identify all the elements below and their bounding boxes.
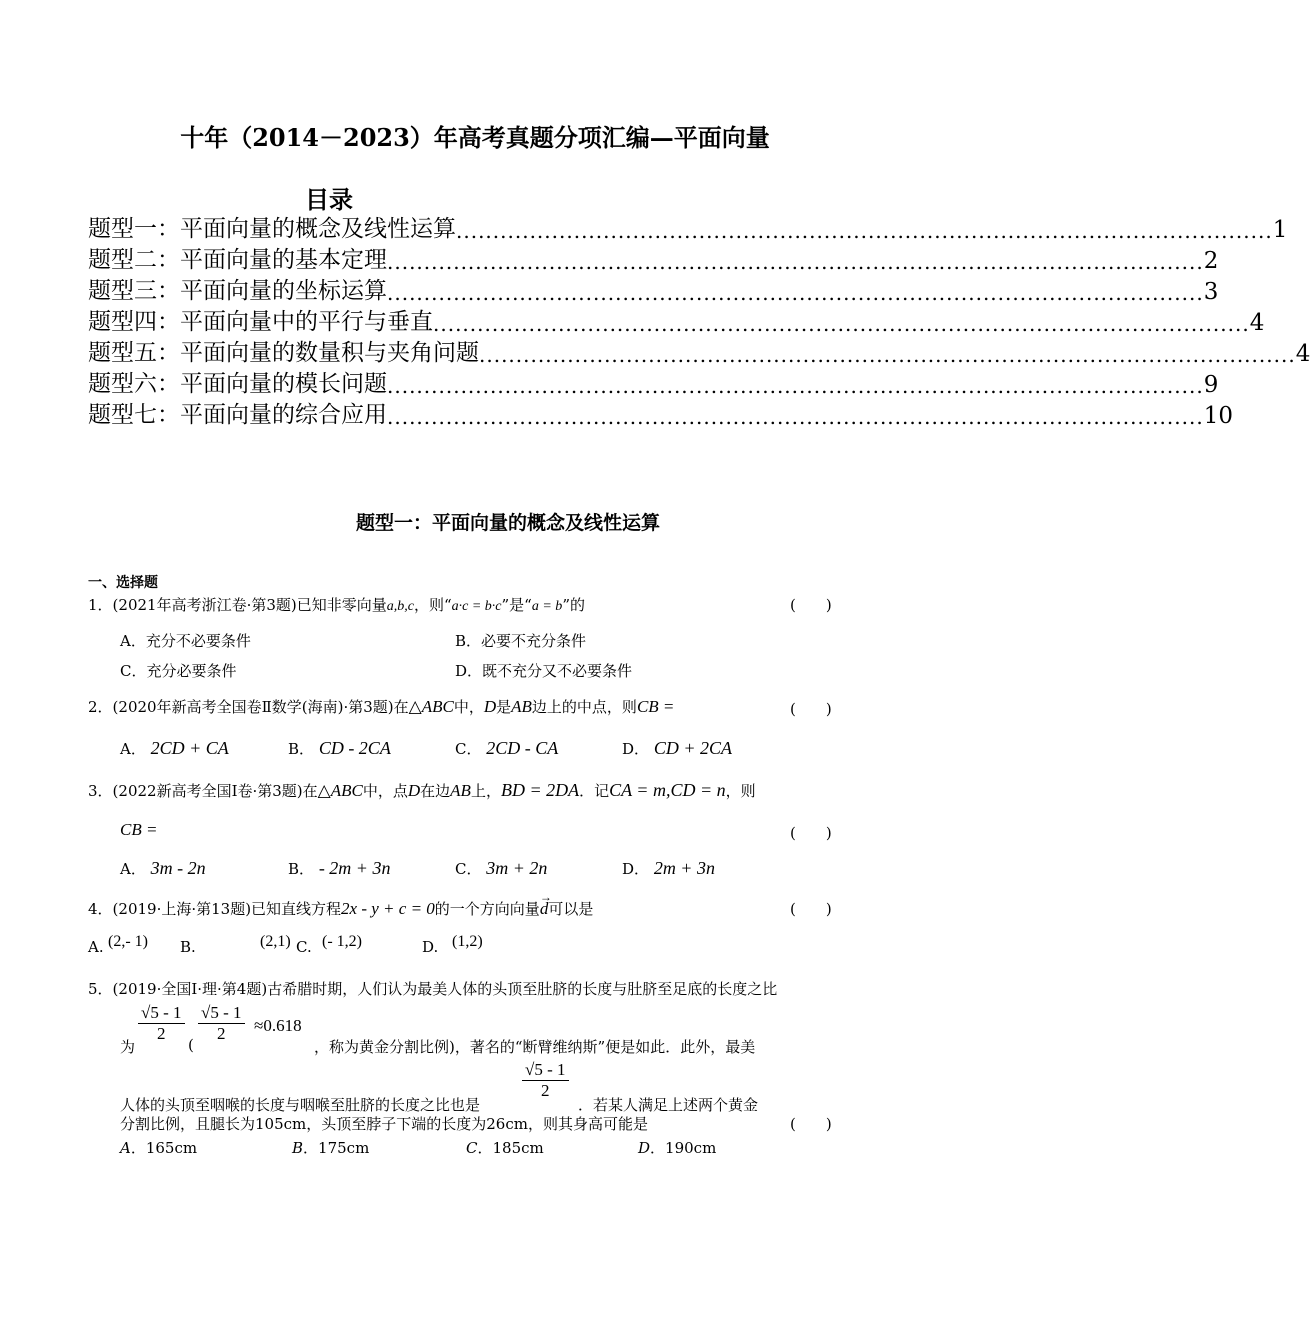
question-1-stem: 1．(2021年高考浙江卷·第3题)已知非零向量a,b,c，则“a·c = b·c”是“a = b”的 [88,596,585,614]
question-4-option-a-label: A. [88,938,104,956]
question-3-option-c: C． 3m + 2n [455,858,548,878]
toc-entry-page: 1 [1272,217,1288,243]
question-5-line-3: 人体的头顶至咽喉的长度与咽喉至肚脐的长度之比也是 [120,1096,481,1114]
question-1-option-a: A．充分不必要条件 [120,632,251,650]
question-4-option-a: (2,- 1) [108,933,148,950]
question-5-answer-blank: ( ) [790,1115,832,1133]
question-4-option-c: (- 1,2) [322,933,362,950]
question-3-option-a: A． 3m - 2n [120,858,206,878]
toc-entry-label: 题型二：平面向量的基本定理 [88,247,387,273]
question-4-option-b-label: B. [180,938,196,956]
toc-entry-label: 题型六：平面向量的模长问题 [88,371,387,397]
question-5-line-2: ，称为黄金分割比例)，著名的“断臂维纳斯”便是如此．此外，最美 [314,1038,756,1056]
question-5-option-b: B．175cm [292,1139,370,1157]
question-2-stem: 2．(2020年新高考全国卷Ⅱ数学(海南)·第3题)在△ABC中，D是AB边上的中点，则CB = [88,697,675,716]
question-5-option-c: C．185cm [466,1139,544,1157]
toc-entry-label: 题型四：平面向量中的平行与垂直 [88,309,433,335]
question-4-answer-blank: ( ) [790,900,832,918]
toc-entry-page: 2 [1203,248,1219,274]
question-1-option-d: D．既不充分又不必要条件 [455,662,633,680]
question-2-answer-blank: ( ) [790,700,832,718]
question-5-line-1: 5．(2019·全国Ⅰ·理·第4题)古希腊时期，人们认为最美人体的头顶至肚脐的长度与肚脐至足底的长度之比 [88,980,778,998]
toc-leader-dots: ............................................................................................................... [456,219,1273,243]
golden-ratio-approx: ≈0.618 [254,1016,302,1035]
toc-entry-page: 4 [1249,310,1265,336]
section-title: 题型一：平面向量的概念及线性运算 [356,512,661,534]
question-4-option-d-label: D. [422,938,439,956]
question-1-option-b: B．必要不充分条件 [455,632,587,650]
toc-leader-dots: ............................................................................................................... [387,250,1204,274]
toc-entry-page: 10 [1203,403,1233,429]
toc-entry[interactable] [88,398,1233,429]
toc-entry-label: 题型七：平面向量的综合应用 [88,402,387,428]
question-4-option-b: (2,1) [260,933,291,950]
question-5-line-4: 分割比例，且腿长为105cm，头顶至脖子下端的长度为26cm，则其身高可能是 [120,1115,648,1133]
question-3-option-d: D． 2m + 3n [622,858,715,878]
toc-entry-page: 9 [1203,372,1219,398]
question-4-stem: 4．(2019·上海·第13题)已知直线方程2x - y + c = 0的一个方向向量 → d可以是 [88,890,594,918]
question-1-option-c: C．充分必要条件 [120,662,237,680]
toc-leader-dots: ............................................................................................................... [387,405,1204,429]
document-title: 十年（2014－2023）年高考真题分项汇编—平面向量 [180,123,770,152]
question-4-option-d: (1,2) [452,933,483,950]
question-2-option-d: D． CD + 2CA [622,738,732,758]
question-5-option-a: A．165cm [120,1139,198,1157]
question-3-answer-blank: ( ) [790,824,832,842]
toc-entry[interactable] [88,212,1288,243]
vector-d: → d [539,890,552,918]
toc-entry[interactable] [88,336,1310,367]
golden-ratio-fraction-1: √5 - 1 2 [138,1003,185,1044]
toc-entry-label: 题型五：平面向量的数量积与夹角问题 [88,340,479,366]
toc-entry[interactable] [88,274,1219,305]
question-5-lparen: ( [188,1036,194,1054]
subsection-title: 一、选择题 [88,575,158,591]
question-2-option-b: B． CD - 2CA [288,738,391,758]
question-5-line-3-rest: ．若某人满足上述两个黄金 [578,1096,759,1114]
toc-entry-page: 3 [1203,279,1219,305]
toc-entry[interactable] [88,243,1219,274]
toc-leader-dots: ............................................................................................................... [387,374,1204,398]
table-of-contents [88,212,1310,429]
toc-leader-dots: ............................................................................................................... [387,281,1204,305]
golden-ratio-fraction-3: √5 - 1 2 [522,1060,569,1101]
toc-heading: 目录 [305,185,353,214]
toc-leader-dots: ............................................................................................................... [433,312,1250,336]
question-4-option-c-label: C. [296,938,312,956]
question-2-option-c: C． 2CD - CA [455,738,559,758]
question-5-option-d: D．190cm [638,1139,717,1157]
question-3-option-b: B． - 2m + 3n [288,858,391,878]
question-5-wei: 为 [120,1038,136,1056]
toc-leader-dots: ............................................................................................................... [479,343,1296,367]
question-2-option-a: A． 2CD + CA [120,738,229,758]
golden-ratio-fraction-2: √5 - 1 2 [198,1003,245,1044]
toc-entry-label: 题型三：平面向量的坐标运算 [88,278,387,304]
toc-entry[interactable] [88,367,1219,398]
question-1-answer-blank: ( ) [790,596,832,614]
question-3-cb: CB = [120,820,158,839]
toc-entry-page: 4 [1295,341,1310,367]
question-3-stem: 3．(2022新高考全国I卷·第3题)在△ABC中，点D在边AB上，BD = 2DA．记CA = m,CD = n，则 [88,780,756,800]
toc-entry[interactable] [88,305,1265,336]
toc-entry-label: 题型一：平面向量的概念及线性运算 [88,216,456,242]
